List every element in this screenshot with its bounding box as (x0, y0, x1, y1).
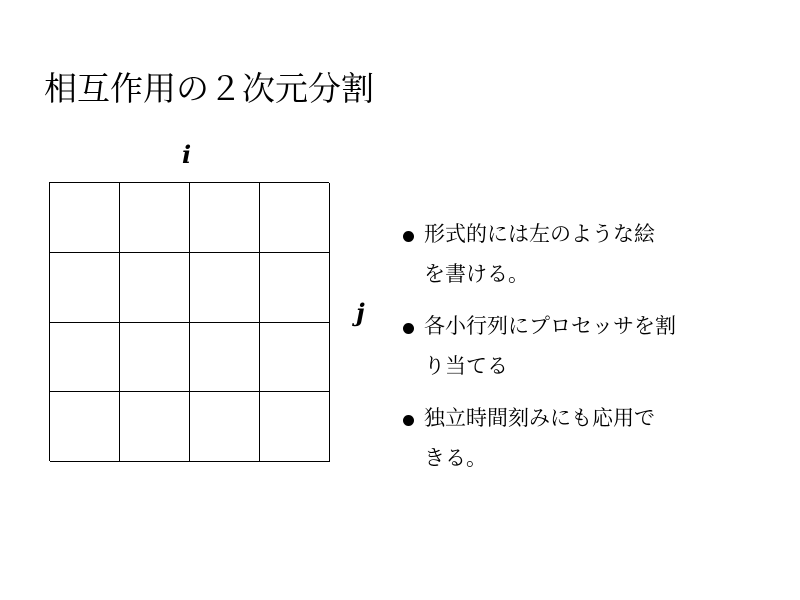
grid-cell (190, 323, 260, 393)
grid-cell (190, 253, 260, 323)
grid-cell (120, 253, 190, 323)
grid-cell (50, 253, 120, 323)
bullet-text-line: 形式的には左のような絵 (424, 222, 655, 246)
bullet-text-line: り当てる (424, 354, 508, 378)
grid-cell (50, 183, 120, 253)
bullet-dot-icon (403, 415, 414, 426)
grid-cell (190, 183, 260, 253)
grid-cell (50, 323, 120, 393)
grid-cell (260, 392, 330, 462)
slide-title: 相互作用の２次元分割 (44, 69, 374, 108)
grid-cell (120, 392, 190, 462)
bullet-text-line: 各小行列にプロセッサを割 (424, 314, 676, 338)
grid-cell (120, 323, 190, 393)
bullet-list (398, 214, 778, 490)
axis-label-j: j (356, 298, 365, 327)
bullet-dot-icon (403, 323, 414, 334)
bullet-item (398, 306, 778, 386)
grid-cell (260, 323, 330, 393)
grid-cell (260, 253, 330, 323)
bullet-text-line: 独立時間刻みにも応用で (424, 406, 655, 430)
bullet-item (398, 398, 778, 478)
grid-cell (190, 392, 260, 462)
grid-cell (260, 183, 330, 253)
axis-label-i: i (182, 140, 192, 169)
bullet-dot-icon (403, 231, 414, 242)
bullet-text-line: を書ける。 (424, 262, 529, 286)
grid-cell (50, 392, 120, 462)
decomposition-grid (49, 182, 329, 461)
grid-cell (120, 183, 190, 253)
bullet-text-line: きる。 (424, 446, 487, 470)
bullet-item (398, 214, 778, 294)
